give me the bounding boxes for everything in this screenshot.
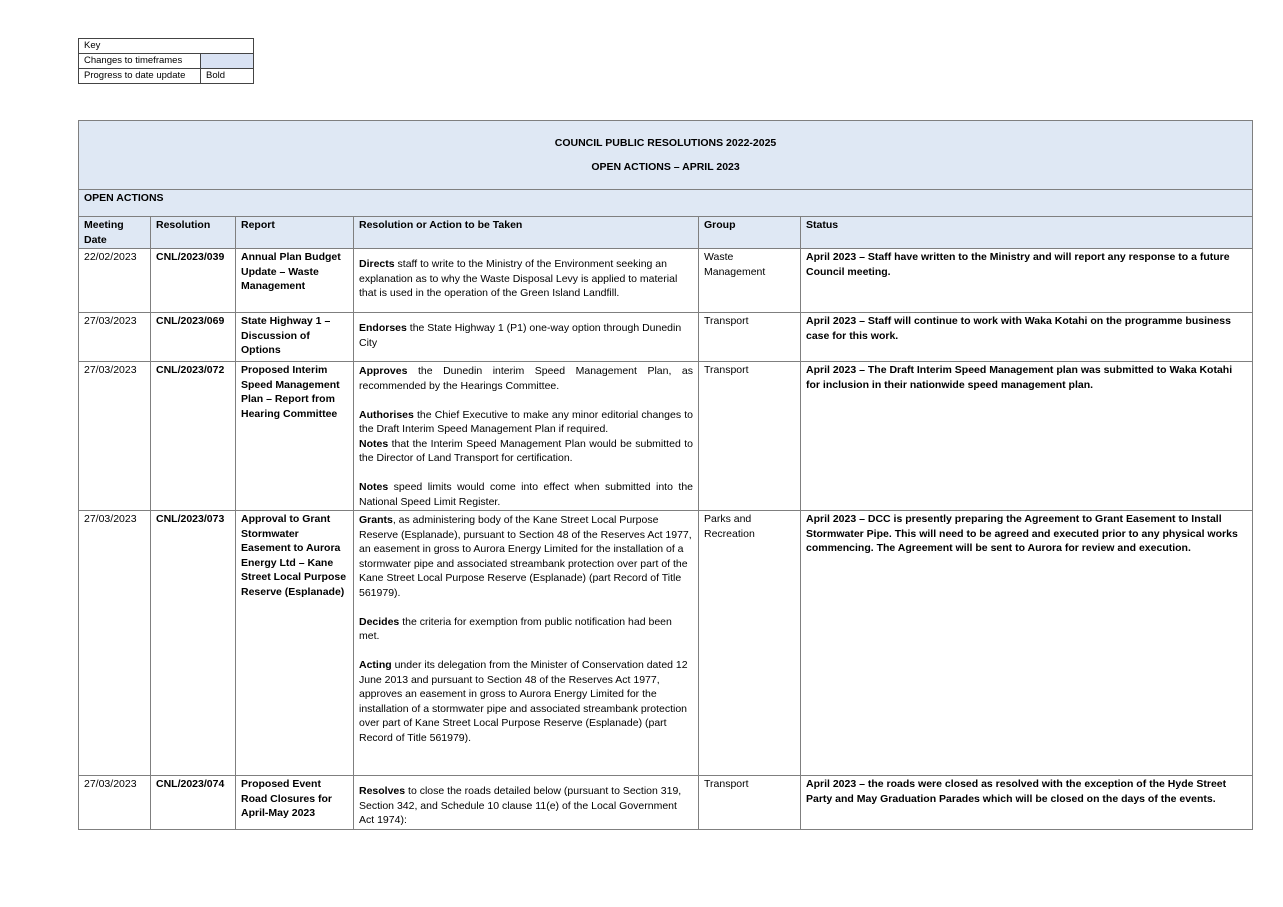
action-text: under its delegation from the Minister of Conservation dated 12 June 2013 and pursuant to Section 48 of the Reserves Act 1977, approves an easement in gross to Aurora Energy Limited for the installation of a stormwater pipe and associated streambank protection over part of Kane Street Local Purpose Reserve (Esplanade) (part Record of Title 561979). [359, 659, 688, 744]
action-text: staff to write to the Ministry of the Environment seeking an explanation as to why the Waste Disposal Levy is applied to material that is used in the operation of the Green Island Landfill. [359, 258, 678, 299]
action-text: that the Interim Speed Management Plan would be submitted to the Director of Land Transport for certification. [359, 437, 693, 464]
cell-group: Transport [699, 776, 801, 830]
col-header-action: Resolution or Action to be Taken [354, 217, 699, 249]
cell-meeting-date: 22/02/2023 [79, 249, 151, 313]
key-label-progress: Progress to date update [79, 69, 201, 84]
table-title-cell [79, 121, 1253, 190]
action-text: the criteria for exemption from public notification had been met. [359, 615, 672, 642]
action-paragraph [359, 513, 693, 600]
action-paragraph [359, 658, 693, 745]
action-verb: Approves [359, 365, 408, 377]
page-subtitle: OPEN ACTIONS – APRIL 2023 [591, 161, 740, 173]
cell-report: Proposed Event Road Closures for April-May 2023 [236, 776, 354, 830]
action-text: the Dunedin interim Speed Management Plan, as recommended by the Hearings Committee. [359, 365, 693, 392]
action-text: the Chief Executive to make any minor editorial changes to the Draft Interim Speed Management Plan if required. [359, 408, 693, 435]
action-verb: Decides [359, 615, 400, 628]
cell-action [354, 249, 699, 313]
cell-status: April 2023 – The Draft Interim Speed Management plan was submitted to Waka Kotahi for inclusion in their nationwide speed management plan. [801, 362, 1253, 511]
cell-meeting-date: 27/03/2023 [79, 776, 151, 830]
cell-action [354, 776, 699, 830]
action-verb: Directs [359, 258, 395, 270]
cell-status: April 2023 – the roads were closed as resolved with the exception of the Hyde Street Party and May Graduation Parades which will be closed on the days of the events. [801, 776, 1253, 830]
action-verb: Grants [359, 514, 393, 526]
key-value-progress: Bold [201, 69, 254, 84]
action-text: to close the roads detailed below (pursuant to Section 319, Section 342, and Schedule 10 clause 11(e) of the Local Government Act 1974): [359, 785, 682, 826]
cell-resolution: CNL/2023/072 [151, 362, 236, 511]
key-label-timeframes: Changes to timeframes [79, 54, 201, 69]
page-title: COUNCIL PUBLIC RESOLUTIONS 2022-2025 [554, 136, 777, 149]
key-swatch-timeframes [201, 54, 254, 69]
cell-meeting-date: 27/03/2023 [79, 511, 151, 776]
cell-group: Transport [699, 362, 801, 511]
table-row [79, 776, 1253, 830]
cell-meeting-date: 27/03/2023 [79, 313, 151, 362]
table-row [79, 249, 1253, 313]
action-text: the State Highway 1 (P1) one-way option through Dunedin City [359, 322, 682, 349]
cell-group: Transport [699, 313, 801, 362]
cell-status: April 2023 – Staff have written to the Ministry and will report any response to a future Council meeting. [801, 249, 1253, 313]
table-row [79, 313, 1253, 362]
col-header-status: Status [801, 217, 1253, 249]
action-text: , as administering body of the Kane Street Local Purpose Reserve (Esplanade), pursuant to Section 48 of the Reserves Act 1977, an easement in gross to Aurora Energy Limited for the installation of a stormwater pipe and associated streambank protection over part of the Kane Street Local Purpose Reserve (Esplanade) (part Record of Title 561979). [359, 514, 692, 599]
action-verb: Notes [359, 437, 389, 450]
action-paragraph [359, 615, 693, 644]
table-body [79, 249, 1253, 830]
col-header-resolution: Resolution [151, 217, 236, 249]
section-heading: OPEN ACTIONS [79, 190, 1253, 217]
cell-resolution: CNL/2023/073 [151, 511, 236, 776]
action-verb: Acting [359, 659, 392, 671]
action-paragraph [359, 408, 693, 437]
cell-group: Waste Management [699, 249, 801, 313]
cell-action [354, 362, 699, 511]
cell-resolution: CNL/2023/069 [151, 313, 236, 362]
col-header-date: Meeting Date [79, 217, 151, 249]
col-header-group: Group [699, 217, 801, 249]
cell-resolution: CNL/2023/039 [151, 249, 236, 313]
action-text: speed limits would come into effect when submitted into the National Speed Limit Register. [359, 481, 693, 508]
cell-status: April 2023 – DCC is presently preparing the Agreement to Grant Easement to Install Stormwater Pipe. This will need to be agreed and executed prior to any physical works commencing. The Agreement will be sent to Aurora for review and execution. [801, 511, 1253, 776]
table-row [79, 362, 1253, 511]
col-header-report: Report [236, 217, 354, 249]
cell-group: Parks and Recreation [699, 511, 801, 776]
key-title: Key [79, 39, 254, 54]
action-verb: Resolves [359, 785, 406, 797]
action-paragraph [359, 364, 693, 393]
key-table [78, 38, 254, 84]
action-paragraph [359, 257, 693, 301]
action-paragraph [359, 437, 693, 466]
cell-action [354, 313, 699, 362]
cell-report: Approval to Grant Stormwater Easement to Aurora Energy Ltd – Kane Street Local Purpose Reserve (Esplanade) [236, 511, 354, 776]
action-paragraph [359, 784, 693, 828]
cell-resolution: CNL/2023/074 [151, 776, 236, 830]
action-verb: Notes [359, 481, 389, 493]
cell-report: Proposed Interim Speed Management Plan – Report from Hearing Committee [236, 362, 354, 511]
action-verb: Authorises [359, 408, 414, 421]
cell-report: Annual Plan Budget Update – Waste Management [236, 249, 354, 313]
action-paragraph [359, 321, 693, 350]
resolutions-table [78, 120, 1253, 830]
cell-action [354, 511, 699, 776]
cell-report: State Highway 1 – Discussion of Options [236, 313, 354, 362]
cell-meeting-date: 27/03/2023 [79, 362, 151, 511]
action-paragraph [359, 480, 693, 509]
cell-status: April 2023 – Staff will continue to work with Waka Kotahi on the programme business case for this work. [801, 313, 1253, 362]
table-row [79, 511, 1253, 776]
action-verb: Endorses [359, 322, 407, 334]
